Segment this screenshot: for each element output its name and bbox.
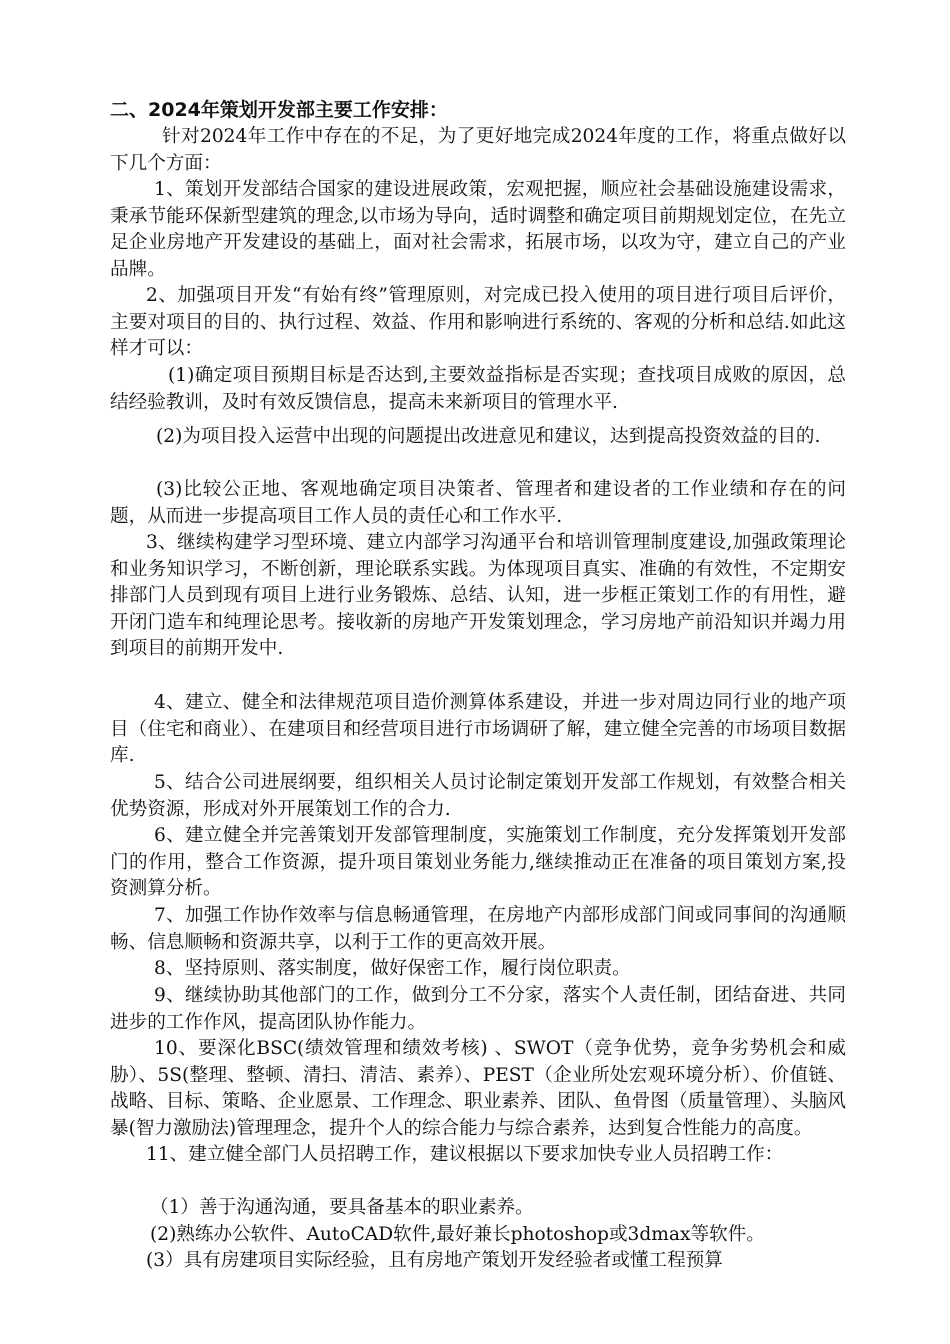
paragraph-11-item-3: (3）具有房建项目实际经验，且有房地产策划开发经验者或懂工程预算 [146, 1250, 723, 1271]
paragraph-5: 5、结合公司进展纲要，组织相关人员讨论制定策划开发部工作规划，有效整合相关优势资源，形成对外开展策划工作的合力. [110, 772, 846, 820]
intro-paragraph: 针对2024年工作中存在的不足，为了更好地完成2024年度的工作，将重点做好以下几个方面： [110, 126, 846, 174]
paragraph-10: 10、要深化BSC(绩效管理和绩效考核) 、SWOT（竞争优势，竞争劣势机会和威胁）、5S(整理、整顿、清扫、清洁、素养）、PEST（企业所处宏观环境分析）、价值链、战略、目标、策略、企业愿景、工作理念、职业素养、团队、鱼骨图（质量管理）、头脑风暴(智力激励法)管理理念，提升个人的综合能力与综合素养，达到复合性能力的高度。 [110, 1038, 846, 1139]
paragraph-11-item-1: （1）善于沟通沟通，要具备基本的职业素养。 [150, 1197, 534, 1218]
paragraph-2: 2、加强项目开发“有始有终”管理原则，对完成已投入使用的项目进行项目后评价，主要对项目的目的、执行过程、效益、作用和影响进行系统的、客观的分析和总结.如此这样才可以： [110, 285, 846, 359]
paragraph-11: 11、建立健全部门人员招聘工作，建议根据以下要求加快专业人员招聘工作： [146, 1144, 784, 1165]
paragraph-8: 8、坚持原则、落实制度，做好保密工作，履行岗位职责。 [154, 958, 631, 979]
paragraph-6: 6、建立健全并完善策划开发部管理制度，实施策划工作制度，充分发挥策划开发部门的作用，整合工作资源，提升项目策划业务能力,继续推动正在准备的项目策划方案,投资测算分析。 [110, 825, 846, 899]
paragraph-2-item-3: (3)比较公正地、客观地确定项目决策者、管理者和建设者的工作业绩和存在的问题，从而进一步提高项目工作人员的责任心和工作水平. [110, 479, 846, 527]
paragraph-4: 4、建立、健全和法律规范项目造价测算体系建设，并进一步对周边同行业的地产项目（住宅和商业）、在建项目和经营项目进行市场调研了解，建立健全完善的市场项目数据库. [110, 692, 846, 766]
paragraph-9: 9、继续协助其他部门的工作，做到分工不分家，落实个人责任制，团结奋进、共同进步的工作作风，提高团队协作能力。 [110, 985, 846, 1033]
paragraph-11-item-2: (2)熟练办公软件、AutoCAD软件,最好兼长photoshop或3dmax等软件。 [150, 1224, 765, 1245]
paragraph-2-item-1: (1)确定项目预期目标是否达到,主要效益指标是否实现；查找项目成败的原因，总结经验教训，及时有效反馈信息，提高未来新项目的管理水平. [110, 365, 846, 413]
paragraph-1: 1、策划开发部结合国家的建设进展政策，宏观把握，顺应社会基础设施建设需求，秉承节能环保新型建筑的理念,以市场为导向，适时调整和确定项目前期规划定位，在先立足企业房地产开发建设的基础上，面对社会需求，拓展市场，以攻为守，建立自己的产业品牌。 [110, 179, 846, 280]
paragraph-2-item-2: (2)为项目投入运营中出现的问题提出改进意见和建议，达到提高投资效益的目的. [156, 426, 821, 447]
section-heading: 二、2024年策划开发部主要工作安排： [110, 99, 448, 121]
paragraph-7: 7、加强工作协作效率与信息畅通管理，在房地产内部形成部门间或同事间的沟通顺畅、信息顺畅和资源共享，以利于工作的更高效开展。 [110, 905, 846, 953]
paragraph-3: 3、继续构建学习型环境、建立内部学习沟通平台和培训管理制度建设,加强政策理论和业务知识学习，不断创新，理论联系实践。为体现项目真实、准确的有效性，不定期安排部门人员到现有项目上进行业务锻炼、总结、认知，进一步框正策划工作的有用性，避开闭门造车和纯理论思考。接收新的房地产开发策划理念，学习房地产前沿知识并竭力用到项目的前期开发中. [110, 532, 846, 659]
